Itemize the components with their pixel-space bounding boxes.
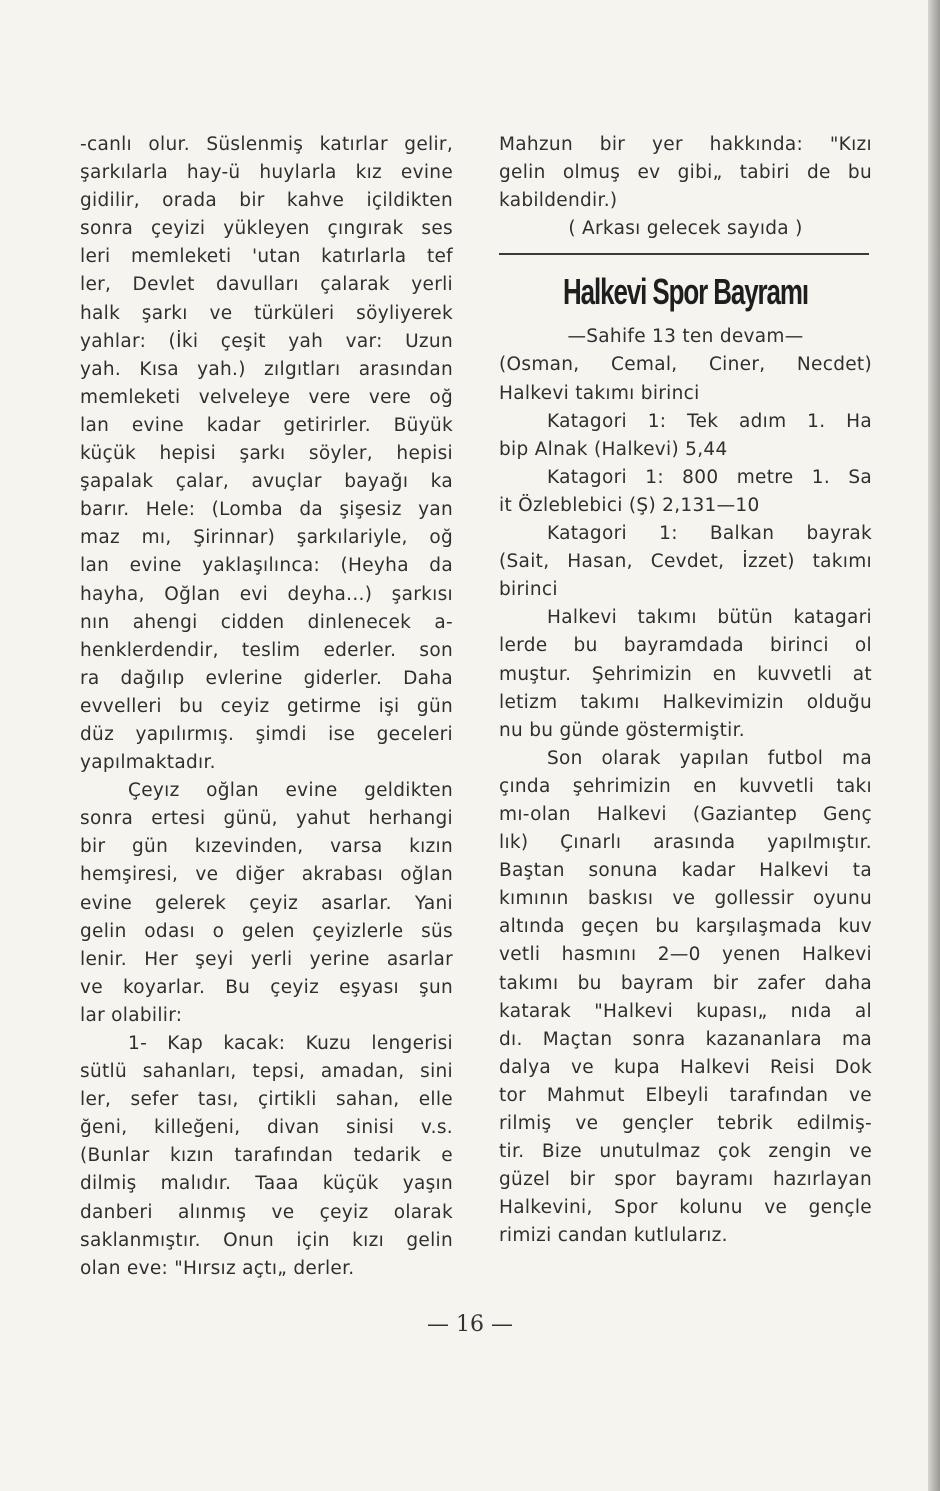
- text-line: rilmiş ve gençler tebrik edilmiş-: [499, 1113, 872, 1134]
- text-line: sonra çeyizi yükleyen çıngırak ses: [80, 218, 453, 240]
- text-line: çında şehrimizin en kuvvetli takı: [499, 775, 872, 797]
- text-line: saklanmıştır. Onun için kızı gelin: [80, 1229, 453, 1251]
- text-line: olan eve: "Hırsız açtı„ derler.: [80, 1257, 355, 1279]
- text-line: yapılmaktadır.: [80, 752, 216, 774]
- text-line: gelin olmuş ev gibi„ tabiri de bu: [499, 162, 872, 184]
- paragraph: [499, 604, 872, 744]
- paragraph: [499, 745, 872, 1251]
- section-title: Halkevi Spor Bayramı: [563, 271, 808, 313]
- text-line: ve koyarlar. Bu çeyiz eşyası şun: [80, 976, 453, 998]
- text-line: (Osman, Cemal, Ciner, Necdet): [499, 354, 872, 376]
- text-line: Son olarak yapılan futbol ma: [547, 747, 872, 769]
- paragraph: [499, 520, 872, 604]
- text-line: birinci: [499, 579, 558, 601]
- text-line: Katagori 1: Balkan bayrak: [547, 523, 872, 545]
- text-line: takımı bu bayram bir zafer daha: [499, 972, 872, 994]
- text-line: memleketi velveleye vere vere oğ: [80, 386, 453, 408]
- text-line: Halkevini, Spor kolunu ve gençle: [499, 1197, 872, 1219]
- text-line: letizm takımı Halkevimizin olduğu: [499, 691, 872, 713]
- text-line: lık) Çınarlı arasında yapılmıştır.: [499, 832, 872, 854]
- paragraph: [80, 1030, 453, 1283]
- text-line: lan evine kadar getirirler. Büyük: [80, 414, 453, 436]
- text-line: hemşiresi, ve diğer akrabası oğlan: [80, 864, 453, 886]
- paragraph: [80, 131, 453, 777]
- paragraph: [499, 464, 872, 520]
- text-line: sütlü sahanları, tepsi, amadan, sini: [80, 1061, 453, 1083]
- text-line: güzel bir spor bayramı hazırlayan: [499, 1169, 872, 1191]
- text-line: nın ahengi cidden dinlenecek a-: [80, 611, 453, 633]
- text-line: 1- Kap kacak: Kuzu lengerisi: [128, 1033, 453, 1054]
- text-line: düz yapılırmış. şimdi ise geceleri: [80, 723, 453, 745]
- text-line: ler, Devlet davulları çalarak yerli: [80, 274, 453, 296]
- text-line: maz mı, Şirinnar) şarkılariyle, oğ: [80, 527, 453, 549]
- paragraph: [499, 351, 872, 407]
- text-line: Çeyız oğlan evine geldikten: [128, 780, 453, 802]
- text-line: küçük hepisi şarkı söyler, hepisi: [80, 443, 453, 465]
- text-line: evine gelerek çeyiz asarlar. Yani: [80, 892, 453, 914]
- text-line: evvelleri bu ceyiz getirme işi gün: [80, 695, 453, 717]
- text-line: altında geçen bu karşılaşmada kuv: [499, 916, 872, 938]
- text-line: Baştan sonuna kadar Halkevi ta: [499, 860, 872, 882]
- text-line: rimizi candan kutlularız.: [499, 1225, 728, 1247]
- text-line: Halkevi takımı bütün katagari: [547, 607, 872, 629]
- text-line: mı-olan Halkevi (Gaziantep Genç: [499, 803, 872, 825]
- text-line: Katagori 1: 800 metre 1. Sa: [547, 466, 872, 488]
- text-line: dı. Maçtan sonra kazananlara ma: [499, 1028, 872, 1050]
- text-line: sonra ertesi günü, yahut herhangi: [80, 808, 453, 830]
- text-line: -canlı olur. Süslenmiş katırlar gelir,: [80, 134, 453, 155]
- text-line: hayha, Oğlan evi deyha...) şarkısı: [80, 583, 453, 605]
- text-line: halk şarkı ve türküleri söyliyerek: [80, 302, 453, 324]
- text-line: gelin odası o gelen çeyizlerle süs: [80, 920, 453, 942]
- text-line: dilmiş malıdır. Taaa küçük yaşın: [80, 1173, 453, 1195]
- text-line: kımının baskısı ve gollessir oyunu: [499, 888, 872, 910]
- text-line: bir gün kızevinden, varsa kızın: [80, 836, 453, 858]
- continued-from: —Sahife 13 ten devam—: [567, 326, 804, 348]
- text-line: leri memleketi 'utan katırlarla tef: [80, 246, 453, 268]
- text-line: gidilir, orada bir kahve içildikten: [80, 190, 453, 212]
- text-line: tir. Bize unutulmaz çok zengin ve: [499, 1141, 872, 1163]
- text-line: bip Alnak (Halkevi) 5,44: [499, 438, 728, 460]
- text-line: ra dağılıp evlerine giderler. Daha: [80, 667, 453, 689]
- text-line: şapalak çalar, avuçlar bayağı ka: [80, 471, 453, 493]
- text-line: ler, sefer tası, çirtikli sahan, elle: [80, 1089, 453, 1111]
- text-line: danberi alınmış ve çeyiz olarak: [80, 1201, 453, 1223]
- text-line: muştur. Şehrimizin en kuvvetli at: [499, 663, 872, 685]
- text-line: nu bu günde göstermiştir.: [499, 719, 745, 741]
- right-column: [499, 131, 872, 1250]
- page-number: — 16 —: [427, 1312, 513, 1337]
- text-line: Mahzun bir yer hakkında: "Kızı: [499, 134, 872, 155]
- text-line: lenir. Her şeyi yerli yerine asarlar: [80, 948, 453, 970]
- text-line: lar olabilir:: [80, 1004, 183, 1026]
- text-line: barır. Hele: (Lomba da şişesiz yan: [80, 499, 453, 521]
- text-line: tor Mahmut Elbeyli tarafından ve: [499, 1084, 872, 1106]
- text-line: lan evine yaklaşılınca: (Heyha da: [80, 555, 453, 577]
- text-line: katarak "Halkevi kupası„ nıda al: [499, 1000, 872, 1022]
- text-line: (Sait, Hasan, Cevdet, İzzet) takımı: [499, 551, 872, 573]
- text-line: kabildendir.): [499, 190, 618, 212]
- text-line: yah. Kısa yah.) zılgıtları arasından: [80, 358, 453, 380]
- text-line: (Bunlar kızın tarafından tedarik e: [80, 1145, 453, 1167]
- text-line: ğeni, killeğeni, divan sinisi v.s.: [80, 1117, 453, 1139]
- text-line: lerde bu bayramdada birinci ol: [499, 635, 872, 657]
- text-line: it Özleblebici (Ş) 2,131—10: [499, 494, 760, 516]
- section-rule: [499, 253, 869, 255]
- text-line: Katagori 1: Tek adım 1. Ha: [547, 410, 872, 432]
- continued-note: ( Arkası gelecek sayıda ): [568, 218, 803, 240]
- text-line: yahlar: (İki çeşit yah var: Uzun: [80, 330, 453, 352]
- paragraph: [80, 777, 453, 1030]
- text-line: vetli hasmını 2—0 yenen Halkevi: [499, 944, 872, 966]
- text-line: dalya ve kupa Halkevi Reisi Dok: [499, 1056, 872, 1078]
- left-column: [80, 131, 453, 1283]
- text-line: şarkılarla hay-ü huylarla kız evine: [80, 162, 453, 184]
- text-line: Halkevi takımı birinci: [499, 382, 700, 404]
- paragraph: [499, 408, 872, 464]
- text-line: henklerdendir, teslim ederler. son: [80, 639, 453, 661]
- page-edge: [928, 0, 940, 1491]
